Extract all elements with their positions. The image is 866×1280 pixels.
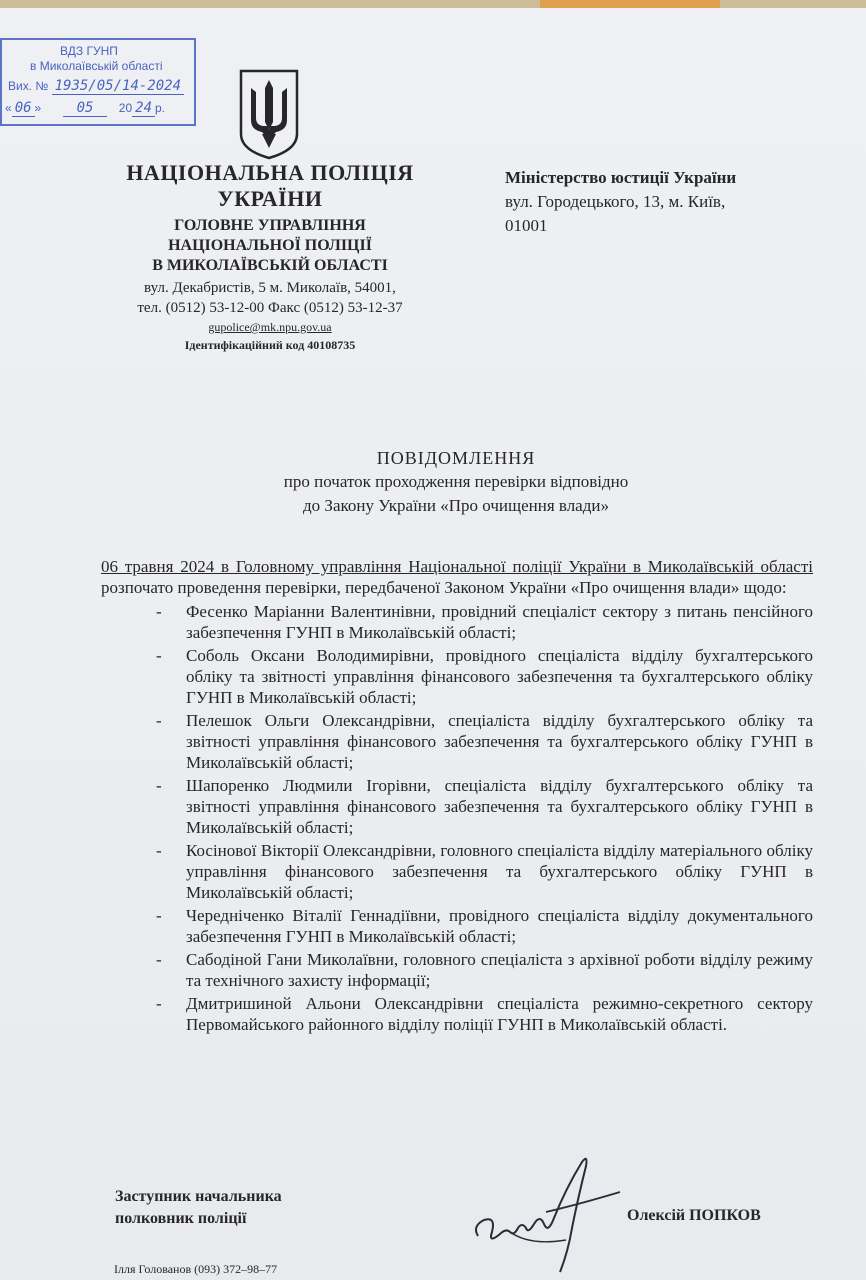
title-line2: про початок проходження перевірки відповідно bbox=[283, 472, 629, 491]
notice-body bbox=[101, 556, 813, 1037]
stamp-year-end: р. bbox=[155, 101, 166, 115]
dept-line3: В МИКОЛАЇВСЬКІЙ ОБЛАСТІ bbox=[152, 257, 388, 274]
sender-id-code: Ідентифікаційний код 40108735 bbox=[184, 338, 356, 352]
stamp-line1: ВДЗ ГУНП bbox=[60, 44, 118, 58]
recipient-address-line2: 01001 bbox=[505, 216, 548, 235]
person-entry: Шапоренко Людмили Ігорівни, спеціаліста відділу бухгалтерського обліку та звітності управління фінансового забезпечення та бухгалтерського обліку ГУНП в Миколаївській області; bbox=[186, 776, 813, 837]
stamp-out-number: 1935/05/14-2024 bbox=[52, 78, 184, 95]
list-item bbox=[101, 905, 813, 947]
stamp-year-prefix: 20 bbox=[118, 101, 133, 115]
trident-emblem-icon bbox=[238, 68, 300, 160]
handwritten-signature-icon bbox=[470, 1148, 630, 1278]
dept-line1: ГОЛОВНЕ УПРАВЛІННЯ bbox=[174, 217, 366, 234]
person-entry: Фесенко Маріанни Валентинівни, провідний спеціаліст сектору з питань пенсійного забезпечення ГУНП в Миколаївській області; bbox=[186, 602, 813, 642]
stamp-date-row bbox=[5, 100, 165, 116]
org-name-line2: УКРАЇНИ bbox=[217, 186, 323, 211]
recipient-address-line1: вул. Городецького, 13, м. Київ, bbox=[505, 192, 726, 211]
title-line1: ПОВІДОМЛЕННЯ bbox=[376, 448, 536, 468]
signer-position-line2: полковник поліції bbox=[115, 1210, 247, 1227]
document-title bbox=[200, 446, 712, 518]
list-dash: - bbox=[156, 841, 162, 860]
signer-name: Олексій ПОПКОВ bbox=[627, 1207, 761, 1224]
stamp-close-quote: » bbox=[34, 101, 42, 115]
list-dash: - bbox=[156, 711, 162, 730]
intro-date-place: 06 травня 2024 в Головному управління Національної поліції України в Миколаївській області bbox=[101, 557, 813, 576]
person-entry: Дмитришиной Альони Олександрівни спеціаліста режимно-секретного сектору Первомайського районного відділу поліції ГУНП в Миколаївській області. bbox=[186, 994, 813, 1034]
incoming-registration-stamp bbox=[0, 38, 196, 126]
list-item bbox=[101, 949, 813, 991]
persons-list bbox=[101, 601, 813, 1035]
list-dash: - bbox=[156, 950, 162, 969]
sender-email[interactable]: gupolice@mk.npu.gov.ua bbox=[208, 320, 332, 334]
list-item bbox=[101, 840, 813, 903]
stamp-open-quote: « bbox=[5, 101, 12, 115]
org-name-line1: НАЦІОНАЛЬНА ПОЛІЦІЯ bbox=[126, 160, 414, 185]
list-dash: - bbox=[156, 602, 162, 621]
sender-phones: тел. (0512) 53-12-00 Факс (0512) 53-12-37 bbox=[137, 300, 403, 316]
sender-address: вул. Декабристів, 5 м. Миколаїв, 54001, bbox=[144, 280, 396, 296]
list-dash: - bbox=[156, 906, 162, 925]
stamp-out-prefix: Вих. № bbox=[8, 79, 49, 93]
list-item bbox=[101, 645, 813, 708]
recipient-name: Міністерство юстиції України bbox=[505, 168, 737, 187]
list-item bbox=[101, 710, 813, 773]
stamp-number-row bbox=[8, 78, 184, 94]
intro-rest: розпочато проведення перевірки, передбаченої Законом України «Про очищення влади» щодо: bbox=[101, 578, 787, 597]
stamp-month: 05 bbox=[63, 100, 108, 117]
recipient-block bbox=[505, 166, 825, 238]
person-entry: Сабодіной Гани Миколаївни, головного спеціаліста з архівної роботи відділу режиму та технічного захисту інформації; bbox=[186, 950, 813, 990]
sender-header bbox=[95, 160, 445, 354]
list-item bbox=[101, 993, 813, 1035]
list-dash: - bbox=[156, 646, 162, 665]
intro-paragraph bbox=[101, 556, 813, 598]
person-entry: Соболь Оксани Володимирівни, провідного спеціаліста відділу бухгалтерського обліку та звітності управління фінансового забезпечення та бухгалтерського обліку ГУНП в Миколаївській області; bbox=[186, 646, 813, 707]
list-dash: - bbox=[156, 776, 162, 795]
person-entry: Косінової Вікторії Олександрівни, головного спеціаліста відділу матеріального обліку управління фінансового забезпечення та бухгалтерського обліку ГУНП в Миколаївській області; bbox=[186, 841, 813, 902]
list-dash: - bbox=[156, 994, 162, 1013]
stamp-line2: в Миколаївській області bbox=[30, 59, 163, 73]
dept-line2: НАЦІОНАЛЬНОЇ ПОЛІЦІЇ bbox=[168, 237, 372, 254]
title-line3: до Закону України «Про очищення влади» bbox=[303, 496, 609, 515]
person-entry: Пелешок Ольги Олександрівни, спеціаліста відділу бухгалтерського обліку та звітності управління фінансового забезпечення та бухгалтерського обліку ГУНП в Миколаївській області; bbox=[186, 711, 813, 772]
stamp-year-suffix: 24 bbox=[132, 100, 155, 117]
list-item bbox=[101, 601, 813, 643]
signer-position bbox=[115, 1186, 282, 1230]
executor-contact: Ілля Голованов (093) 372–98–77 bbox=[114, 1262, 278, 1276]
signer-position-line1: Заступник начальника bbox=[115, 1188, 282, 1205]
list-item bbox=[101, 775, 813, 838]
stamp-day: 06 bbox=[12, 100, 35, 117]
person-entry: Чередніченко Віталії Геннадіївни, провідного спеціаліста відділу документального забезпечення ГУНП в Миколаївській області; bbox=[186, 906, 813, 946]
letter-page bbox=[0, 8, 866, 1280]
